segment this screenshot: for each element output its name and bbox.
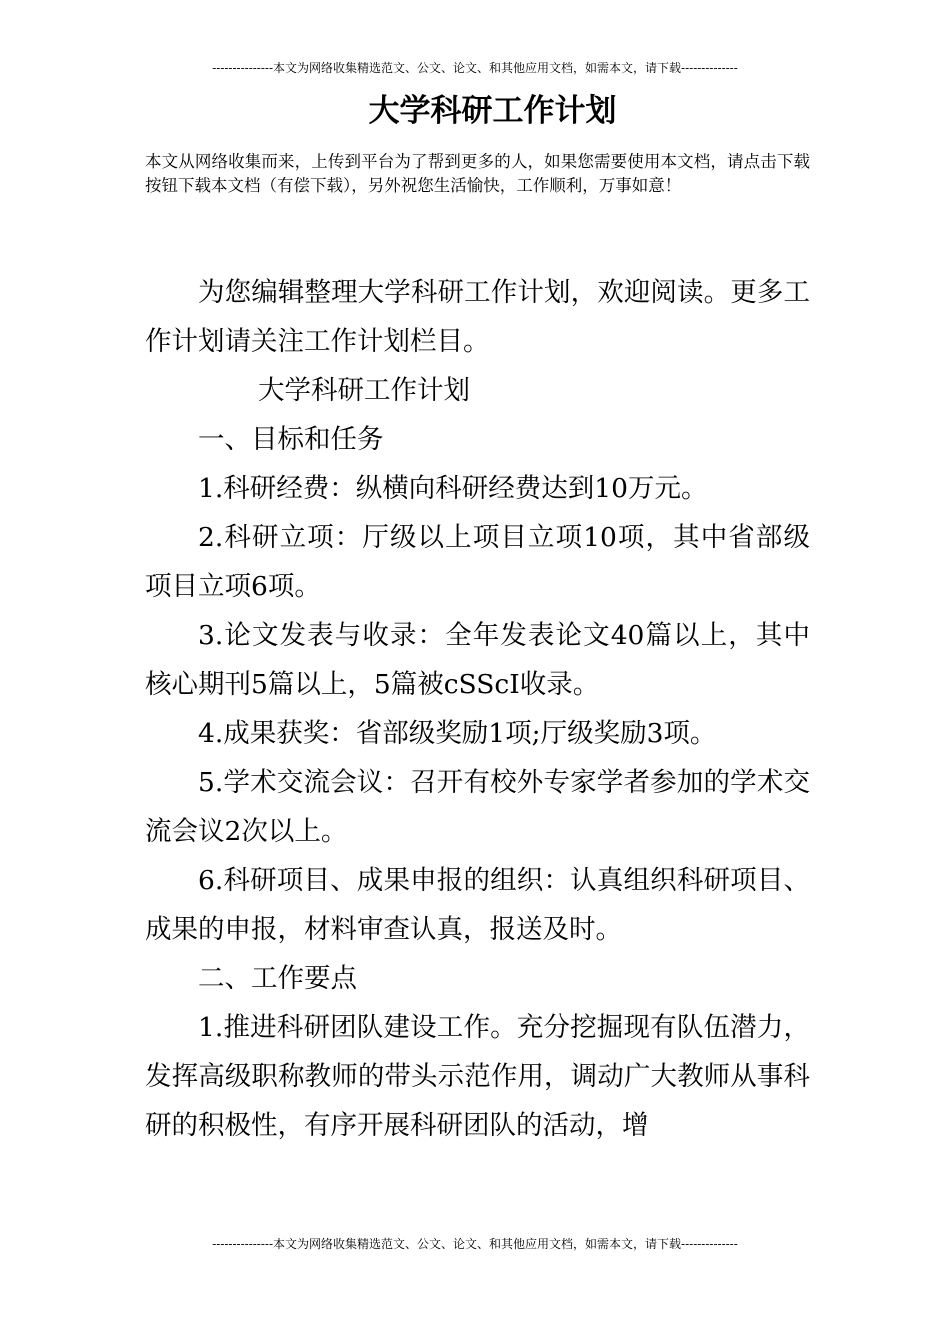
goal-item-applications: 6.科研项目、成果申报的组织：认真组织科研项目、成果的申报，材料审查认真，报送及时。: [145, 865, 810, 945]
header-banner: ---------------本文为网络收集精选范文、公文、论文、和其他应用文档，如需本文，请下载--------------: [212, 61, 738, 75]
document-body: [145, 268, 810, 1150]
section-subtitle: 大学科研工作计划: [258, 375, 470, 406]
section-heading-keypoints: 二、工作要点: [198, 963, 357, 994]
download-notice: 本文从网络收集而来，上传到平台为了帮到更多的人，如果您需要使用本文档，请点击下载按钮下载本文档（有偿下载），另外祝您生活愉快，工作顺利，万事如意！: [145, 152, 810, 195]
goal-item-conferences: 5.学术交流会议：召开有校外专家学者参加的学术交流会议2次以上。: [145, 767, 810, 847]
document-title: 大学科研工作计划: [368, 93, 617, 129]
section-heading-goals: 一、目标和任务: [198, 424, 384, 455]
goal-item-projects: 2.科研立项：厅级以上项目立项10项，其中省部级项目立项6项。: [145, 522, 810, 602]
goal-item-papers: 3.论文发表与收录：全年发表论文40篇以上，其中核心期刊5篇以上，5篇被cSScI收录。: [145, 620, 810, 700]
footer-banner: ---------------本文为网络收集精选范文、公文、论文、和其他应用文档，如需本文，请下载--------------: [212, 1237, 738, 1251]
intro-paragraph: 为您编辑整理大学科研工作计划，欢迎阅读。更多工作计划请关注工作计划栏目。: [145, 277, 810, 357]
keypoint-item-teams: 1.推进科研团队建设工作。充分挖掘现有队伍潜力，发挥高级职称教师的带头示范作用，调动广大教师从事科研的积极性，有序开展科研团队的活动，增: [145, 1012, 810, 1141]
goal-item-awards: 4.成果获奖：省部级奖励1项;厅级奖励3项。: [198, 718, 717, 749]
goal-item-funding: 1.科研经费：纵横向科研经费达到10万元。: [198, 473, 708, 504]
